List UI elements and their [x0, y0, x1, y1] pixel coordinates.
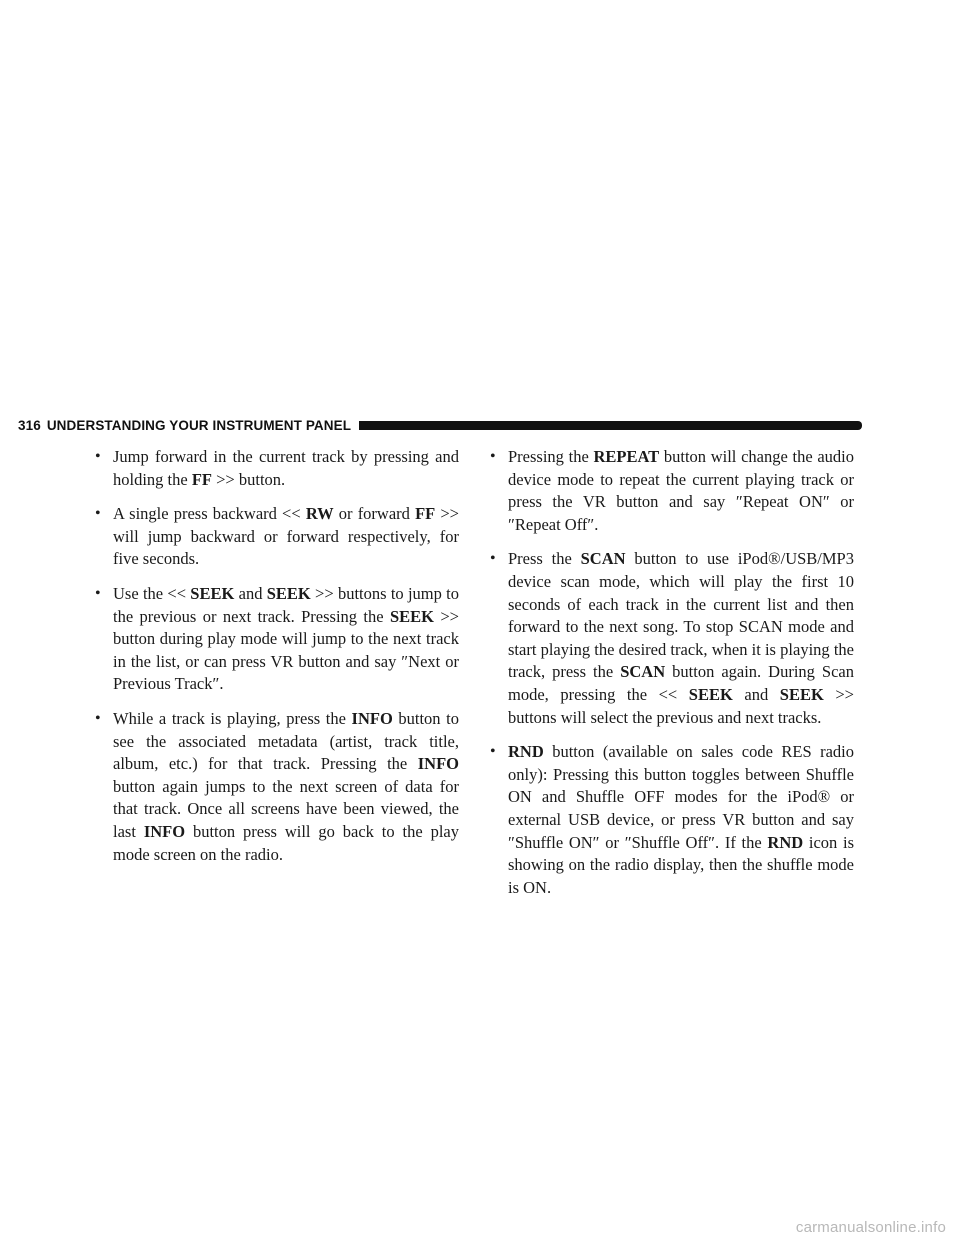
bullet-seek: • Use the << SEEK and SEEK >> buttons to jump to the previous or next track. Pressing the SEEK >> button during play mode will jump to the next track in the list, or can press VR button and say ″Next or Previous Track″. — [95, 583, 459, 696]
bullet-fast-forward: • Jump forward in the current track by pressing and holding the FF >> button. — [95, 446, 459, 491]
bullet-repeat: • Pressing the REPEAT button will change the audio device mode to repeat the current playing track or press the VR button and say ″Repeat ON″ or ″Repeat Off″. — [490, 446, 854, 536]
header-rule — [359, 421, 862, 430]
page-number: 316 — [18, 417, 41, 433]
bullet-rewind-forward: • A single press backward << RW or forward FF >> will jump backward or forward respectively, for five seconds. — [95, 503, 459, 571]
left-column — [95, 446, 459, 878]
watermark: carmanualsonline.info — [795, 1219, 946, 1236]
bullet-scan: • Press the SCAN button to use iPod®/USB/MP3 device scan mode, which will play the first 10 seconds of each track in the current list and then forward to the next song. To stop SCAN mode and start playing the desired track, when it is playing the track, press the SCAN button again. During Scan mode, pressing the << SEEK and SEEK >> buttons will select the previous and next tracks. — [490, 548, 854, 729]
right-column — [490, 446, 854, 911]
page-header — [18, 414, 862, 436]
bullet-rnd: • RND button (available on sales code RES radio only): Pressing this button toggles between Shuffle ON and Shuffle OFF modes for the iPod® or external USB device, or press VR button and say ″Shuffle ON″ or ″Shuffle Off″. If the RND icon is showing on the radio display, then the shuffle mode is ON. — [490, 741, 854, 899]
bullet-info: • While a track is playing, press the INFO button to see the associated metadata (artist, track title, album, etc.) for that track. Pressing the INFO button again jumps to the next screen of data for that track. Once all screens have been viewed, the last INFO button press will go back to the play mode screen on the radio. — [95, 708, 459, 866]
section-title: UNDERSTANDING YOUR INSTRUMENT PANEL — [46, 417, 352, 433]
